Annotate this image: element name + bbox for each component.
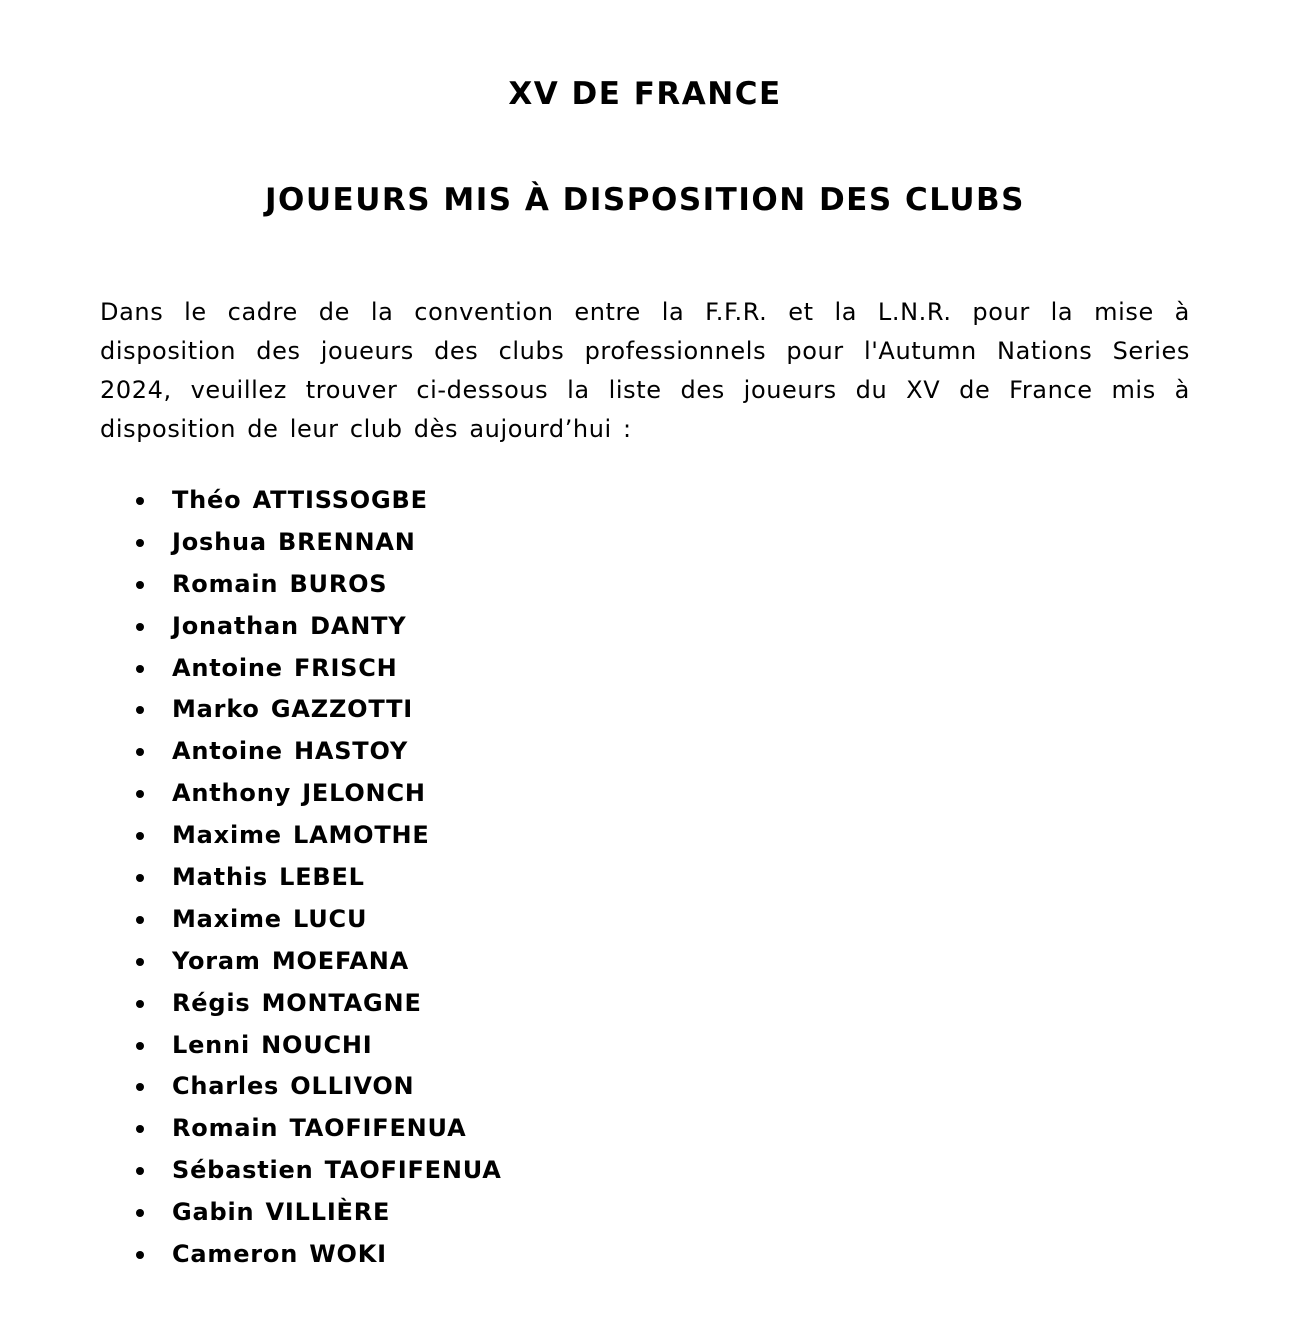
player-name: Marko GAZZOTTI bbox=[172, 695, 413, 724]
player-name: Romain TAOFIFENUA bbox=[172, 1114, 467, 1143]
document-title: XV DE FRANCE bbox=[508, 76, 782, 112]
bullet-icon bbox=[136, 1209, 144, 1217]
player-name: Romain BUROS bbox=[172, 569, 388, 598]
bullet-icon bbox=[136, 1042, 144, 1050]
player-name: Antoine FRISCH bbox=[172, 653, 398, 682]
bullet-icon bbox=[136, 1083, 144, 1091]
bullet-icon bbox=[136, 874, 144, 882]
bullet-icon bbox=[136, 748, 144, 756]
player-name: Antoine HASTOY bbox=[172, 737, 409, 766]
player-name: Anthony JELONCH bbox=[172, 779, 426, 808]
player-name: Sébastien TAOFIFENUA bbox=[172, 1156, 502, 1185]
bullet-icon bbox=[136, 581, 144, 589]
bullet-icon bbox=[136, 539, 144, 547]
player-name: Charles OLLIVON bbox=[172, 1072, 415, 1101]
bullet-icon bbox=[136, 832, 144, 840]
player-name: Gabin VILLIÈRE bbox=[172, 1198, 391, 1227]
bullet-icon bbox=[136, 1167, 144, 1175]
bullet-icon bbox=[136, 706, 144, 714]
bullet-icon bbox=[136, 1251, 144, 1259]
player-name: Maxime LAMOTHE bbox=[172, 821, 430, 850]
intro-paragraph: Dans le cadre de la convention entre la F.F.R. et la L.N.R. pour la mise à disposition des joueurs des clubs professionnels pour l'Autumn Nations Series 2024, veuillez trouver ci-dessous la liste des joueurs du XV de France mis à disposition de leur club dès aujourd’hui : bbox=[100, 298, 1190, 443]
bullet-icon bbox=[136, 497, 144, 505]
player-name: Jonathan DANTY bbox=[172, 611, 407, 640]
player-name: Maxime LUCU bbox=[172, 904, 368, 933]
bullet-icon bbox=[136, 790, 144, 798]
bullet-icon bbox=[136, 958, 144, 966]
bullet-icon bbox=[136, 1000, 144, 1008]
bullet-icon bbox=[136, 1125, 144, 1133]
player-name: Théo ATTISSOGBE bbox=[172, 486, 428, 514]
bullet-icon bbox=[136, 665, 144, 673]
bullet-icon bbox=[136, 623, 144, 631]
player-name: Joshua BRENNAN bbox=[172, 527, 416, 556]
player-name: Cameron WOKI bbox=[172, 1240, 387, 1269]
document-subtitle: JOUEURS MIS À DISPOSITION DES CLUBS bbox=[264, 182, 1026, 218]
player-name: Régis MONTAGNE bbox=[172, 988, 422, 1017]
player-name: Lenni NOUCHI bbox=[172, 1030, 373, 1059]
bullet-icon bbox=[136, 916, 144, 924]
player-name: Mathis LEBEL bbox=[172, 863, 365, 892]
player-name: Yoram MOEFANA bbox=[172, 946, 410, 975]
